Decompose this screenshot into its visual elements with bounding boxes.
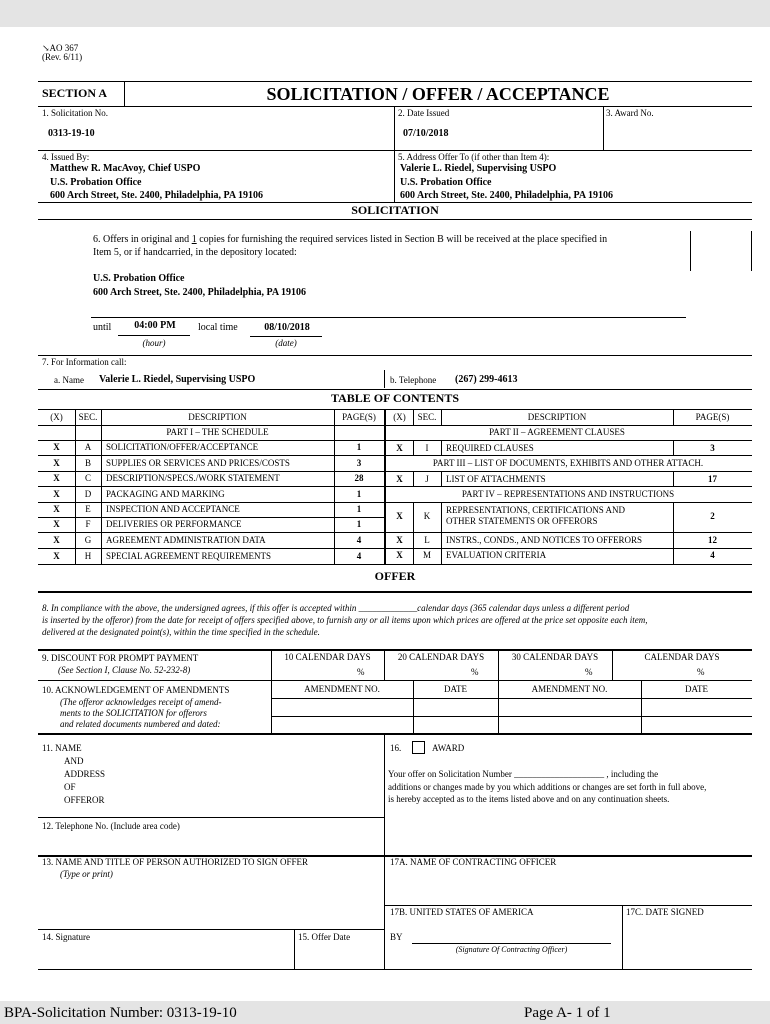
toc-mark: X <box>53 458 60 468</box>
toc-mark: X <box>53 551 60 561</box>
offer-date-label: 15. Offer Date <box>298 932 351 942</box>
rule <box>384 370 385 388</box>
toc-mark: X <box>53 442 60 452</box>
toc-col-sec: SEC. <box>78 412 98 422</box>
amendments-sub: (The offeror acknowledges receipt of amend- <box>60 697 222 707</box>
info-name-label: a. Name <box>54 375 84 385</box>
rule <box>384 733 385 969</box>
toc-mark: X <box>53 519 60 529</box>
rule <box>38 486 384 487</box>
item8-line: 8. In compliance with the above, the undersigned agrees, if this offer is accepted within _____________calendar days (365 calendar days unless a different period <box>42 603 630 613</box>
address-offer-label: 5. Address Offer To (if other than Item 4): <box>398 152 550 162</box>
toc-part3: PART III – LIST OF DOCUMENTS, EXHIBITS AND OTHER ATTACH. <box>432 458 704 468</box>
hour-value: 04:00 PM <box>134 320 176 331</box>
toc-pages: 4 <box>710 550 715 560</box>
toc-pages: 1 <box>356 504 362 514</box>
rule <box>38 733 752 735</box>
rule <box>118 335 190 336</box>
copies-count: 1 <box>191 234 197 245</box>
discount-label: 9. DISCOUNT FOR PROMPT PAYMENT <box>42 653 199 663</box>
toc-pages: 2 <box>710 511 715 521</box>
depository-line: U.S. Probation Office <box>93 273 185 284</box>
depository-line: 600 Arch Street, Ste. 2400, Philadelphia, PA 19106 <box>93 287 307 298</box>
toc-pages: 17 <box>708 474 717 484</box>
date-issued-label: 2. Date Issued <box>398 108 450 118</box>
award-text: Your offer on Solicitation Number ____________________ , including the <box>388 769 659 779</box>
item6-line2: Item 5, or if handcarried, in the depository located: <box>93 247 297 258</box>
percent-sign: % <box>585 667 593 677</box>
toc-desc: REQUIRED CLAUSES <box>446 443 534 453</box>
usa-label: 17B. UNITED STATES OF AMERICA <box>390 907 534 917</box>
rule <box>38 106 752 107</box>
toc-part1: PART I – THE SCHEDULE <box>166 427 269 437</box>
issued-by-label: 4. Issued By: <box>42 152 90 162</box>
date-col: DATE <box>685 684 708 694</box>
toc-sec: E <box>85 504 91 514</box>
rule <box>38 929 384 930</box>
rule <box>38 150 752 151</box>
address-offer-line: U.S. Probation Office <box>400 177 492 188</box>
percent-sign: % <box>471 667 479 677</box>
toc-sec: H <box>84 551 92 561</box>
rule <box>38 969 752 970</box>
offeror-label: 11. NAME <box>42 743 82 753</box>
rule <box>91 317 686 318</box>
amendments-sub: ments to the SOLICITATION for offerors <box>60 708 207 718</box>
date-issued-value: 07/10/2018 <box>403 128 449 139</box>
toc-desc: DESCRIPTION/SPECS./WORK STATEMENT <box>106 473 280 483</box>
toc-desc: SUPPLIES OR SERVICES AND PRICES/COSTS <box>106 458 290 468</box>
toc-col-x: (X) <box>393 412 406 422</box>
signature-caption: (Signature Of Contracting Officer) <box>455 945 568 954</box>
info-tel-label: b. Telephone <box>390 375 437 385</box>
arrow-icon: ↘ <box>42 43 50 53</box>
signature-line <box>412 943 611 944</box>
contracting-officer-label: 17A. NAME OF CONTRACTING OFFICER <box>390 857 557 867</box>
toc-heading: TABLE OF CONTENTS <box>330 391 460 405</box>
footer-solicitation: BPA-Solicitation Number: 0313-19-10 <box>4 1005 237 1021</box>
discount-col: 30 CALENDAR DAYS <box>511 652 599 662</box>
toc-col-pages: PAGE(S) <box>695 412 730 422</box>
amendments-label: 10. ACKNOWLEDGEMENT OF AMENDMENTS <box>42 685 230 695</box>
offeror-label: AND <box>64 756 84 766</box>
rule <box>441 440 442 455</box>
toc-pages: 1 <box>356 489 362 499</box>
toc-pages: 12 <box>708 535 717 545</box>
toc-mark: X <box>53 504 60 514</box>
toc-pages: 3 <box>710 443 715 453</box>
rule <box>384 532 752 533</box>
toc-sec: F <box>85 519 91 529</box>
rule <box>603 106 604 150</box>
rule <box>394 106 395 202</box>
discount-sub: (See Section I, Clause No. 52-232-8) <box>58 665 191 675</box>
rule <box>38 680 752 681</box>
rule <box>271 716 752 717</box>
award-checkbox[interactable] <box>412 741 425 754</box>
form-rev: (Rev. 6/11) <box>42 52 83 62</box>
toc-sec: C <box>84 473 91 483</box>
solicitation-no-label: 1. Solicitation No. <box>42 108 108 118</box>
toc-sec: K <box>423 511 431 521</box>
date-signed-label: 17C. DATE SIGNED <box>626 907 704 917</box>
toc-desc: PACKAGING AND MARKING <box>106 489 225 499</box>
toc-desc: DELIVERIES OR PERFORMANCE <box>106 519 242 529</box>
toc-part2: PART II – AGREEMENT CLAUSES <box>489 427 625 437</box>
discount-col: CALENDAR DAYS <box>644 652 720 662</box>
rule <box>38 591 752 593</box>
issued-by-line: Matthew R. MacAvoy, Chief USPO <box>50 163 201 174</box>
rule <box>271 698 752 699</box>
toc-col-desc: DESCRIPTION <box>527 412 587 422</box>
rule <box>622 905 623 969</box>
toc-desc: INSPECTION AND ACCEPTANCE <box>106 504 240 514</box>
toc-desc: SPECIAL AGREEMENT REQUIREMENTS <box>106 551 272 561</box>
address-offer-line: Valerie L. Riedel, Supervising USPO <box>400 163 557 174</box>
toc-sec: J <box>425 474 429 484</box>
rule <box>38 548 384 549</box>
footer-page: Page A- 1 of 1 <box>524 1005 611 1021</box>
info-call-label: 7. For Information call: <box>42 357 127 367</box>
award-text: additions or changes made by you which additions or changes are set forth in full above, <box>388 782 707 792</box>
rule <box>384 486 752 487</box>
rule <box>38 649 752 651</box>
top-bar <box>0 0 770 27</box>
discount-col: 10 CALENDAR DAYS <box>284 652 371 662</box>
rule <box>384 548 752 549</box>
amend-no-col: AMENDMENT NO. <box>304 684 380 694</box>
item6-line1 <box>93 234 607 246</box>
signature-label: 14. Signature <box>42 932 90 942</box>
toc-sec: I <box>425 443 429 453</box>
toc-desc: OTHER STATEMENTS OR OFFERORS <box>446 516 598 526</box>
amend-no-col: AMENDMENT NO. <box>531 684 608 694</box>
rule <box>38 219 752 220</box>
toc-mark: X <box>396 474 403 484</box>
info-tel-value: (267) 299-4613 <box>455 374 518 385</box>
rule <box>38 355 752 356</box>
toc-desc: INSTRS., CONDS., AND NOTICES TO OFFERORS <box>446 535 642 545</box>
toc-mark: X <box>396 443 403 453</box>
rule <box>38 532 384 533</box>
toc-mark: X <box>396 535 403 545</box>
toc-part4: PART IV – REPRESENTATIONS AND INSTRUCTIONS <box>461 489 675 499</box>
amendments-sub: and related documents numbered and dated: <box>60 719 221 729</box>
rule <box>38 471 384 472</box>
toc-desc: SOLICITATION/OFFER/ACCEPTANCE <box>106 442 259 452</box>
rule <box>38 517 384 518</box>
rule <box>38 502 384 503</box>
percent-sign: % <box>697 667 705 677</box>
award-num: 16. <box>390 743 402 753</box>
award-no-label: 3. Award No. <box>606 108 654 118</box>
local-time-label: local time <box>198 322 238 333</box>
toc-mark: X <box>53 535 60 545</box>
issued-by-line: 600 Arch Street, Ste. 2400, Philadelphia, PA 19106 <box>50 190 264 201</box>
toc-col-desc: DESCRIPTION <box>188 412 247 422</box>
rule <box>38 425 752 426</box>
toc-mark: X <box>396 550 403 560</box>
toc-desc: REPRESENTATIONS, CERTIFICATIONS AND <box>446 505 626 515</box>
toc-mark: X <box>53 489 60 499</box>
solicitation-heading: SOLICITATION <box>351 203 439 217</box>
toc-desc: AGREEMENT ADMINISTRATION DATA <box>106 535 266 545</box>
rule <box>38 81 752 82</box>
rule <box>38 440 752 441</box>
award-text: is hereby accepted as to the items listed above and on any continuation sheets. <box>388 794 670 804</box>
toc-mark: X <box>396 511 403 521</box>
rule <box>384 455 752 456</box>
authorized-signer-sub: (Type or print) <box>60 869 113 879</box>
percent-sign: % <box>357 667 365 677</box>
toc-pages: 4 <box>356 551 362 561</box>
item8-line: is inserted by the offeror) from the date for receipt of offers specified above, to furnish any or all items upon which prices are offered at the price set opposite each item, <box>42 615 648 625</box>
info-name-value: Valerie L. Riedel, Supervising USPO <box>99 374 256 385</box>
toc-mark: X <box>53 473 60 483</box>
until-label: until <box>93 322 112 333</box>
rule <box>294 929 295 969</box>
item6-text: copies for furnishing the required services listed in Section B will be received at the place specified in <box>196 234 608 245</box>
rule <box>38 455 384 456</box>
item8-line: delivered at the designated point(s), within the time specified in the schedule. <box>42 627 320 637</box>
offer-heading: OFFER <box>374 569 416 583</box>
rule <box>38 817 384 818</box>
toc-sec: M <box>422 550 431 560</box>
rule <box>441 502 442 564</box>
date-value: 08/10/2018 <box>264 322 310 333</box>
issued-by-line: U.S. Probation Office <box>50 177 142 188</box>
toc-pages: 28 <box>354 473 364 483</box>
by-label: BY <box>390 932 403 942</box>
toc-pages: 3 <box>356 458 362 468</box>
offeror-label: OF <box>64 782 76 792</box>
item6-text: 6. Offers in original and <box>93 234 192 245</box>
telephone-label: 12. Telephone No. (Include area code) <box>42 821 180 831</box>
date-col: DATE <box>444 684 467 694</box>
offeror-label: OFFEROR <box>64 795 105 805</box>
rule <box>441 471 442 486</box>
rule <box>384 502 752 503</box>
toc-sec: D <box>84 489 92 499</box>
toc-pages: 1 <box>356 519 362 529</box>
address-offer-line: 600 Arch Street, Ste. 2400, Philadelphia, PA 19106 <box>400 190 614 201</box>
toc-pages: 4 <box>356 535 362 545</box>
toc-desc: LIST OF ATTACHMENTS <box>446 474 546 484</box>
rule <box>384 471 752 472</box>
toc-sec: G <box>84 535 92 545</box>
section-label: SECTION A <box>42 86 108 100</box>
rule <box>38 389 752 390</box>
toc-col-sec: SEC. <box>417 412 437 422</box>
toc-sec: A <box>84 442 92 452</box>
toc-sec: L <box>424 535 430 545</box>
rule <box>384 905 752 906</box>
page-title: SOLICITATION / OFFER / ACCEPTANCE <box>266 84 610 104</box>
hour-caption: (hour) <box>142 338 166 348</box>
solicitation-no-value: 0313-19-10 <box>48 128 95 139</box>
form-code-text: AO 367 <box>49 43 79 53</box>
discount-col: 20 CALENDAR DAYS <box>397 652 485 662</box>
rule <box>751 231 752 271</box>
authorized-signer-label: 13. NAME AND TITLE OF PERSON AUTHORIZED TO SIGN OFFER <box>42 857 309 867</box>
toc-sec: B <box>84 458 91 468</box>
date-caption: (date) <box>275 338 297 348</box>
rule <box>38 564 752 565</box>
rule <box>38 409 752 410</box>
rule <box>250 336 322 337</box>
award-label: AWARD <box>432 743 465 753</box>
toc-col-pages: PAGE(S) <box>342 412 376 422</box>
toc-pages: 1 <box>356 442 362 452</box>
toc-desc: EVALUATION CRITERIA <box>446 550 547 560</box>
offeror-label: ADDRESS <box>64 769 106 779</box>
rule <box>690 231 691 271</box>
toc-col-x: (X) <box>50 412 63 422</box>
